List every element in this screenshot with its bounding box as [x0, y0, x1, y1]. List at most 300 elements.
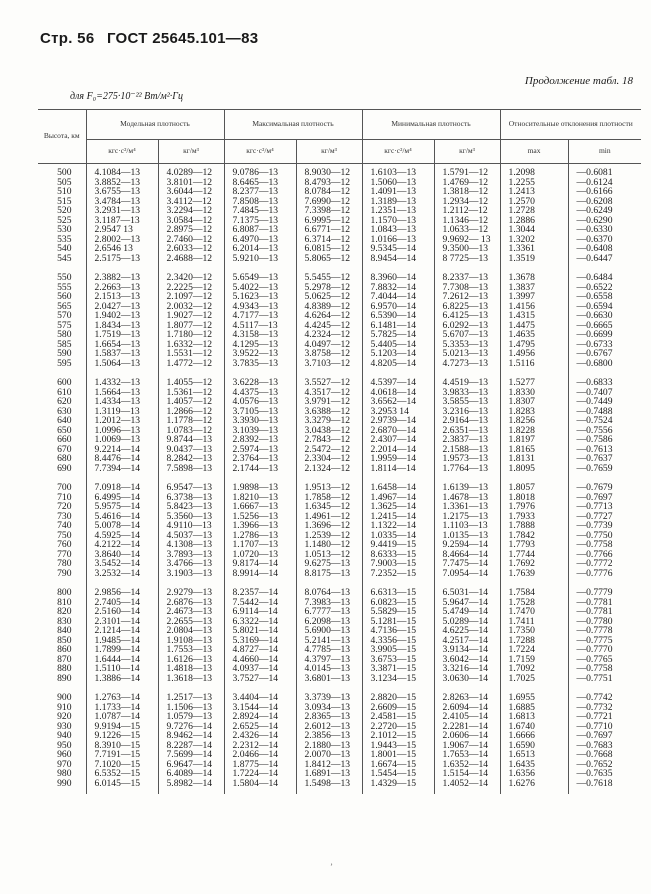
value-cell: 4.5397—14	[362, 374, 434, 388]
value-cell: 2.1324—12	[296, 464, 362, 480]
table-row	[38, 374, 641, 388]
value-cell: 6.0823—15	[362, 598, 434, 608]
value-cell: 5.4022—13	[224, 283, 296, 293]
value-cell: —0.7679	[568, 479, 641, 493]
value-cell: —0.7618	[568, 779, 641, 795]
value-cell: 1.4475	[500, 321, 568, 331]
value-cell: 5.3169—14	[224, 636, 296, 646]
value-cell: 1.7584	[500, 584, 568, 598]
header-mean-density: Модельная плотность	[86, 110, 224, 140]
value-cell: —0.6800	[568, 359, 641, 375]
value-cell: 7.5699—14	[158, 750, 224, 760]
value-cell: 1.7639	[500, 569, 568, 585]
value-cell: 3.9134—14	[434, 645, 500, 655]
value-cell: —0.6484	[568, 269, 641, 283]
value-cell: —0.7778	[568, 626, 641, 636]
value-cell: 2.6351—13	[434, 426, 500, 436]
value-cell: 6.0292—13	[434, 321, 500, 331]
value-cell: 9.1226—15	[86, 731, 158, 741]
altitude-block	[38, 374, 641, 479]
value-cell: 3.5855—13	[434, 397, 500, 407]
value-cell: 1.6356	[500, 769, 568, 779]
value-cell: 4.1084—13	[86, 164, 158, 178]
table-row	[38, 269, 641, 283]
value-cell: 4.4660—14	[224, 655, 296, 665]
value-cell: —0.7721	[568, 712, 641, 722]
value-cell: —0.6370	[568, 235, 641, 245]
value-cell: 8.4476—14	[86, 454, 158, 464]
height-cell: 560	[57, 291, 72, 302]
height-cell: 720	[57, 501, 72, 512]
value-cell: —0.7750	[568, 531, 641, 541]
value-cell: 1.4818—13	[158, 664, 224, 674]
value-cell: 9.3500—13	[434, 244, 500, 254]
value-cell: 3.6755—13	[86, 187, 158, 197]
value-cell: 8.4664—14	[434, 550, 500, 560]
value-cell: —0.6208	[568, 197, 641, 207]
table-row	[38, 359, 641, 375]
value-cell: 2.2312—14	[224, 741, 296, 751]
value-cell: —0.7613	[568, 445, 641, 455]
value-cell: 4.3356—15	[362, 636, 434, 646]
value-cell: 1.3361—13	[434, 502, 500, 512]
value-cell: 1.5277	[500, 374, 568, 388]
value-cell: 1.0996—13	[86, 426, 158, 436]
value-cell: 4.2122—14	[86, 540, 158, 550]
value-cell: 3.3930—13	[224, 416, 296, 426]
value-cell: 4.8389—12	[296, 302, 362, 312]
margin-mark: ʼ	[330, 862, 333, 872]
value-cell: 8.9030—12	[296, 164, 362, 178]
value-cell: 8.2377—13	[224, 187, 296, 197]
header-deviations: Относительные отклонения плотности	[500, 110, 641, 140]
value-cell: 5.8423—13	[158, 502, 224, 512]
value-cell: —0.7713	[568, 502, 641, 512]
value-cell: 1.4795	[500, 340, 568, 350]
value-cell: 3.3739—13	[296, 689, 362, 703]
value-cell: 8.4793—12	[296, 178, 362, 188]
value-cell: 6.4970—13	[224, 235, 296, 245]
height-cell: 930	[57, 720, 72, 732]
value-cell: 2.0606—14	[434, 731, 500, 741]
value-cell: 1.7224	[500, 645, 568, 655]
unit-header: кг/м³	[434, 140, 500, 164]
value-cell: —0.7781	[568, 598, 641, 608]
value-cell: 6.5352—15	[86, 769, 158, 779]
value-cell: 6.8225—13	[434, 302, 500, 312]
value-cell: 2.2663—13	[86, 283, 158, 293]
value-cell: —0.7652	[568, 760, 641, 770]
value-cell: 1.6458—14	[362, 479, 434, 493]
value-cell: 7.6990—12	[296, 197, 362, 207]
value-cell: 1.1480—12	[296, 540, 362, 550]
value-cell: —0.6522	[568, 283, 641, 293]
value-cell: —0.7766	[568, 550, 641, 560]
value-cell: 6.3738—13	[158, 493, 224, 503]
value-cell: 2.6525—14	[224, 722, 296, 732]
value-cell: 6.7777—13	[296, 607, 362, 617]
value-cell: 1.7224—14	[224, 769, 296, 779]
value-cell: 2.1513—13	[86, 292, 158, 302]
value-cell: —0.6767	[568, 349, 641, 359]
height-cell: 590	[57, 348, 72, 359]
value-cell: 5.6900—13	[296, 626, 362, 636]
value-cell: 1.7159	[500, 655, 568, 665]
value-cell: 3.1903—13	[158, 569, 224, 585]
value-cell: 2.5175—13	[86, 254, 158, 270]
height-cell: 525	[57, 214, 72, 226]
value-cell: 4.1295—13	[224, 340, 296, 350]
value-cell: 1.3044	[500, 225, 568, 235]
value-cell: —0.7659	[568, 464, 641, 480]
value-cell: 2.8365—13	[296, 712, 362, 722]
value-cell: 1.8114—14	[362, 464, 434, 480]
value-cell: 6.2014—13	[224, 244, 296, 254]
value-cell: 1.5154—14	[434, 769, 500, 779]
value-cell: 3.7105—13	[224, 407, 296, 417]
value-cell: 2.4581—15	[362, 712, 434, 722]
value-cell: 1.4334—13	[86, 397, 158, 407]
value-cell: 1.0579—13	[158, 712, 224, 722]
value-cell: 2.6870—14	[362, 426, 434, 436]
value-cell: 2.6012—13	[296, 722, 362, 732]
value-cell: 3.5452—14	[86, 559, 158, 569]
value-cell: 3.2953 14	[362, 407, 434, 417]
value-cell: 1.3837	[500, 283, 568, 293]
value-cell: 1.7976	[500, 502, 568, 512]
value-cell: 2.2720—15	[362, 722, 434, 732]
height-cell: 940	[57, 730, 72, 741]
value-cell: 7.9003—15	[362, 559, 434, 569]
value-cell: 1.8434—13	[86, 321, 158, 331]
value-cell: 4.4245—12	[296, 321, 362, 331]
value-cell: 1.7764—13	[434, 464, 500, 480]
value-cell: 2.3304—12	[296, 454, 362, 464]
value-cell: 1.2886	[500, 216, 568, 226]
value-cell: 2.8820—15	[362, 689, 434, 703]
value-cell: 3.6562—14	[362, 397, 434, 407]
value-cell: 1.6332—12	[158, 340, 224, 350]
value-cell: —0.6733	[568, 340, 641, 350]
value-cell: 1.5531—12	[158, 349, 224, 359]
height-cell: 670	[57, 443, 72, 455]
value-cell: 1.6276	[500, 779, 568, 795]
value-cell: 6.5390—14	[362, 311, 434, 321]
value-cell: 4.9343—13	[224, 302, 296, 312]
value-cell: 8.0784—12	[296, 187, 362, 197]
value-cell: 1.6352—14	[434, 760, 500, 770]
value-cell: 1.7350	[500, 626, 568, 636]
value-cell: 6.2098—13	[296, 617, 362, 627]
value-cell: 4.1308—13	[158, 540, 224, 550]
value-cell: 3.0438—12	[296, 426, 362, 436]
value-cell: 6.8087—13	[224, 225, 296, 235]
value-cell: 2.8924—14	[224, 712, 296, 722]
table-row	[38, 479, 641, 493]
value-cell: 2.2014—14	[362, 445, 434, 455]
value-cell: 8.0764—13	[296, 584, 362, 598]
value-cell: —0.7697	[568, 731, 641, 741]
value-cell: 1.7288	[500, 636, 568, 646]
value-cell: 2.4326—14	[224, 731, 296, 741]
unit-header: кгс·с²/м⁴	[224, 140, 296, 164]
value-cell: —0.7772	[568, 559, 641, 569]
value-cell: 1.1733—14	[86, 703, 158, 713]
value-cell: 6.9647—14	[158, 760, 224, 770]
value-cell: 1.8330	[500, 388, 568, 398]
height-cell: 850	[57, 634, 72, 646]
value-cell: 9.8744—13	[158, 435, 224, 445]
value-cell: —0.7739	[568, 521, 641, 531]
value-cell: 1.5110—14	[86, 664, 158, 674]
value-cell: 1.5837—13	[86, 349, 158, 359]
value-cell: 3.5527—12	[296, 374, 362, 388]
value-cell: 1.2098	[500, 164, 568, 178]
height-cell: 710	[57, 491, 72, 503]
height-cell: 890	[57, 672, 72, 684]
height-cell: 650	[57, 424, 72, 436]
value-cell: —0.7683	[568, 741, 641, 751]
value-cell: 1.7842	[500, 531, 568, 541]
value-cell: 1.0069—13	[86, 435, 158, 445]
value-cell: 1.4329—15	[362, 779, 434, 795]
value-cell: 2.1012—15	[362, 731, 434, 741]
value-cell: 1.2763—14	[86, 689, 158, 703]
value-cell: 1.1322—14	[362, 521, 434, 531]
value-cell: 3.8101—12	[158, 178, 224, 188]
height-cell: 800	[57, 587, 72, 598]
value-cell: 5.6549—13	[224, 269, 296, 283]
height-cell: 640	[57, 415, 72, 426]
value-cell: 1.6513	[500, 750, 568, 760]
value-cell: 1.7180—12	[158, 330, 224, 340]
value-cell: 6.9570—14	[362, 302, 434, 312]
height-cell: 530	[57, 224, 72, 235]
value-cell: 3.6042—14	[434, 655, 500, 665]
value-cell: 2.6094—14	[434, 703, 500, 713]
value-cell: 6.5031—14	[434, 584, 500, 598]
value-cell: 1.9027—12	[158, 311, 224, 321]
value-cell: —0.6081	[568, 164, 641, 178]
value-cell: 2.8002—13	[86, 235, 158, 245]
value-cell: 1.7092	[500, 664, 568, 674]
value-cell: 1.2255	[500, 178, 568, 188]
value-cell: 1.6885	[500, 703, 568, 713]
unit-header: кгс·с²/м⁴	[362, 140, 434, 164]
height-cell: 600	[57, 377, 72, 388]
value-cell: 1.8165	[500, 445, 568, 455]
value-cell: —0.7758	[568, 664, 641, 674]
header-max-density: Максимальная плотность	[224, 110, 362, 140]
value-cell: 7.2612—13	[434, 292, 500, 302]
value-cell: 1.4635	[500, 330, 568, 340]
value-cell: 4.0497—12	[296, 340, 362, 350]
value-cell: 1.5256—13	[224, 512, 296, 522]
value-cell: 3.1187—13	[86, 216, 158, 226]
value-cell: 3.7893—13	[158, 550, 224, 560]
height-cell: 760	[57, 539, 72, 550]
value-cell: 7.8832—14	[362, 283, 434, 293]
value-cell: 2.4688—12	[158, 254, 224, 270]
value-cell: 1.6674—15	[362, 760, 434, 770]
page-number: Стр. 56	[40, 30, 95, 47]
table-row	[38, 164, 641, 178]
value-cell: —0.7710	[568, 722, 641, 732]
value-cell: 3.7103—12	[296, 359, 362, 375]
value-cell: 1.6666	[500, 731, 568, 741]
value-cell: 1.9573—13	[434, 454, 500, 464]
value-cell: 1.5361—12	[158, 388, 224, 398]
value-cell: 1.5064—13	[86, 359, 158, 375]
height-cell: 595	[57, 357, 72, 369]
value-cell: 1.4961—12	[296, 512, 362, 522]
value-cell: 1.5804—14	[224, 779, 296, 795]
height-cell: 740	[57, 520, 72, 531]
value-cell: 3.7527—14	[224, 674, 296, 690]
value-cell: 1.6891—13	[296, 769, 362, 779]
value-cell: 3.8758—12	[296, 349, 362, 359]
value-cell: 4.5117—13	[224, 321, 296, 331]
value-cell: 1.8256	[500, 416, 568, 426]
value-cell: 2.3856—13	[296, 731, 362, 741]
height-cell: 565	[57, 300, 72, 312]
value-cell: 1.0335—14	[362, 531, 434, 541]
value-cell: 6.4995—14	[86, 493, 158, 503]
value-cell: 3.0934—13	[296, 703, 362, 713]
value-cell: 5.1203—14	[362, 349, 434, 359]
value-cell: 8 7725—13	[434, 254, 500, 270]
value-cell: —0.6408	[568, 244, 641, 254]
height-cell: 910	[57, 701, 72, 713]
value-cell: 1.4332—13	[86, 374, 158, 388]
value-cell: 4.2324—12	[296, 330, 362, 340]
value-cell: 1.2175—13	[434, 512, 500, 522]
value-cell: 3.1544—14	[224, 703, 296, 713]
value-cell: 5.0625—12	[296, 292, 362, 302]
value-cell: 1.0513—12	[296, 550, 362, 560]
value-cell: 4.0576—13	[224, 397, 296, 407]
value-cell: 1.5791—12	[434, 164, 500, 178]
value-cell: 9.6275—13	[296, 559, 362, 569]
height-cell: 580	[57, 329, 72, 340]
value-cell: 1.5498—13	[296, 779, 362, 795]
value-cell: 6.4125—13	[434, 311, 500, 321]
value-cell: —0.7751	[568, 674, 641, 690]
value-cell: 6.4089—14	[158, 769, 224, 779]
value-cell: 1.8228	[500, 426, 568, 436]
value-cell: 3.2532—14	[86, 569, 158, 585]
value-cell: 6.3714—12	[296, 235, 362, 245]
value-cell: 1.2413	[500, 187, 568, 197]
value-cell: —0.6330	[568, 225, 641, 235]
value-cell: 1.3997	[500, 292, 568, 302]
value-cell: —0.7407	[568, 388, 641, 398]
value-cell: 2.5974—13	[224, 445, 296, 455]
value-cell: 1.3361	[500, 244, 568, 254]
value-cell: —0.6447	[568, 254, 641, 270]
value-cell: 2.7460—12	[158, 235, 224, 245]
value-cell: —0.6290	[568, 216, 641, 226]
value-cell: 2.1744—13	[224, 464, 296, 480]
value-cell: 1.7025	[500, 674, 568, 690]
value-cell: 1.0720—13	[224, 550, 296, 560]
height-cell: 980	[57, 768, 72, 779]
height-cell: 520	[57, 205, 72, 216]
value-cell: 2.4673—13	[158, 607, 224, 617]
height-cell: 545	[57, 252, 72, 264]
value-cell: —0.6665	[568, 321, 641, 331]
value-cell: 1.4315	[500, 311, 568, 321]
value-cell: 1.2112—12	[434, 206, 500, 216]
height-cell: 820	[57, 606, 72, 617]
page-header	[40, 30, 420, 47]
value-cell: 1.6126—13	[158, 655, 224, 665]
value-cell: —0.6166	[568, 187, 641, 197]
value-cell: 2.0070—13	[296, 750, 362, 760]
value-cell: 1.7744	[500, 550, 568, 560]
height-cell: 585	[57, 338, 72, 350]
table-row	[38, 464, 641, 480]
value-cell: 5.9647—14	[434, 598, 500, 608]
unit-header: max	[500, 140, 568, 164]
value-cell: 8.9462—14	[158, 731, 224, 741]
value-cell: 1.8210—13	[224, 493, 296, 503]
value-cell: 1.6435	[500, 760, 568, 770]
value-cell: 2.9856—14	[86, 584, 158, 598]
value-cell: 1.2786—13	[224, 531, 296, 541]
value-cell: 1.0843—13	[362, 225, 434, 235]
value-cell: 2.1214—14	[86, 626, 158, 636]
value-cell: 1.2012—13	[86, 416, 158, 426]
height-cell: 950	[57, 739, 72, 751]
value-cell: 2.4307—14	[362, 435, 434, 445]
height-cell: 700	[57, 482, 72, 493]
value-cell: —0.7488	[568, 407, 641, 417]
value-cell: 8.8175—13	[296, 569, 362, 585]
table-row	[38, 584, 641, 598]
unit-header: min	[568, 140, 641, 164]
value-cell: 5.0213—13	[434, 349, 500, 359]
value-cell: 9.8174—14	[224, 559, 296, 569]
value-cell: 8.9914—14	[224, 569, 296, 585]
value-cell: 1.0166—13	[362, 235, 434, 245]
value-cell: 5.9210—13	[224, 254, 296, 270]
value-cell: 9.0786—13	[224, 164, 296, 178]
value-cell: 8.2337—13	[434, 269, 500, 283]
value-cell: 1.7653—14	[434, 750, 500, 760]
height-cell: 630	[57, 405, 72, 417]
value-cell: 5.0078—14	[86, 521, 158, 531]
value-cell: —0.6630	[568, 311, 641, 321]
value-cell: 5.1281—15	[362, 617, 434, 627]
value-cell: 2.2225—12	[158, 283, 224, 293]
value-cell: 2.6033—12	[158, 244, 224, 254]
value-cell: 1.2351—13	[362, 206, 434, 216]
value-cell: 3.6044—12	[158, 187, 224, 197]
value-cell: 1.7470	[500, 607, 568, 617]
height-cell: 900	[57, 692, 72, 703]
value-cell: 2.7843—12	[296, 435, 362, 445]
value-cell: 7.5898—13	[158, 464, 224, 480]
value-cell: 1.7553—13	[158, 645, 224, 655]
value-cell: 1.2866—12	[158, 407, 224, 417]
value-cell: 7.8508—13	[224, 197, 296, 207]
value-cell: 4.0289—12	[158, 164, 224, 178]
value-cell: 1.3189—13	[362, 197, 434, 207]
value-cell: —0.6558	[568, 292, 641, 302]
value-cell: 1.0135—13	[434, 531, 500, 541]
value-cell: 1.3966—13	[224, 521, 296, 531]
